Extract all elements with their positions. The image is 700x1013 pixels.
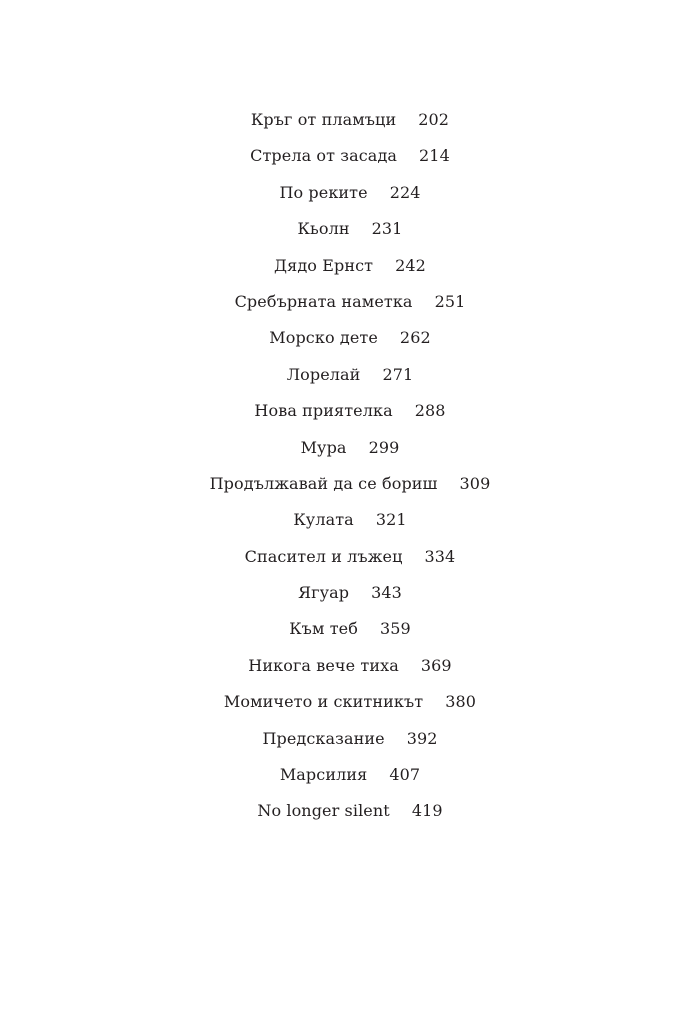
toc-entry-page-number: 419 [411,801,443,821]
toc-entry [0,211,700,247]
toc-entry-page-number: 359 [379,619,411,639]
toc-entry [0,502,700,538]
toc-entry [0,102,700,138]
toc-entry [0,284,700,320]
toc-entry-title: Стрела от засада [250,146,398,166]
toc-entry-title: Кулата [293,510,354,530]
table-of-contents [0,102,700,830]
toc-entry-title: Кьолн [297,219,350,239]
toc-entry-title: Спасител и лъжец [244,546,403,566]
toc-entry [0,648,700,684]
toc-entry-page-number: 380 [445,692,477,712]
toc-entry [0,539,700,575]
toc-entry [0,357,700,393]
toc-entry [0,757,700,793]
toc-entry [0,684,700,720]
toc-entry-page-number: 224 [389,182,421,202]
toc-entry-page-number: 202 [418,110,450,129]
toc-entry-page-number: 334 [424,546,456,566]
toc-entry-page-number: 321 [375,510,407,530]
toc-entry-title: Никога вече тиха [248,655,399,675]
toc-entry [0,793,700,829]
toc-entry-title: Дядо Ернст [274,255,374,275]
toc-entry [0,721,700,757]
toc-entry-title: Предсказание [262,728,385,748]
toc-entry [0,575,700,611]
toc-entry-page-number: 407 [389,765,421,785]
toc-entry-page-number: 271 [382,364,414,384]
toc-entry [0,611,700,647]
toc-entry-title: Мура [300,437,347,457]
toc-entry-title: Сребърната наметка [234,291,413,311]
toc-entry-page-number: 214 [419,146,450,166]
toc-entry-title: По реките [279,182,368,202]
toc-entry [0,393,700,429]
toc-entry-title: Момичето и скитникът [223,692,424,712]
toc-entry-title: Марсилия [279,765,368,785]
toc-entry-title: Към теб [289,619,358,639]
toc-entry-title: Продължавай да се бориш [209,473,438,493]
toc-entry-title: Ягуар [298,583,350,603]
toc-entry-title: Морско дете [269,328,378,348]
toc-entry-page-number: 251 [434,291,466,311]
toc-entry [0,248,700,284]
toc-entry [0,175,700,211]
toc-entry-page-number: 262 [399,328,431,348]
toc-entry-page-number: 343 [371,583,402,603]
toc-entry-title: Кръг от пламъци [250,110,397,129]
toc-entry-page-number: 309 [459,473,491,493]
toc-entry-title: Лорелай [286,364,361,384]
toc-entry [0,430,700,466]
toc-entry-page-number: 392 [406,728,438,748]
toc-entry-page-number: 369 [420,655,452,675]
toc-entry [0,320,700,356]
toc-entry [0,138,700,174]
toc-entry-title: Нова приятелка [254,401,393,421]
toc-entry-page-number: 299 [368,437,400,457]
toc-entry-page-number: 231 [371,219,403,239]
toc-entry-title: No longer silent [257,801,390,821]
toc-entry-page-number: 288 [414,401,446,421]
toc-entry [0,466,700,502]
toc-entry-page-number: 242 [395,255,426,275]
